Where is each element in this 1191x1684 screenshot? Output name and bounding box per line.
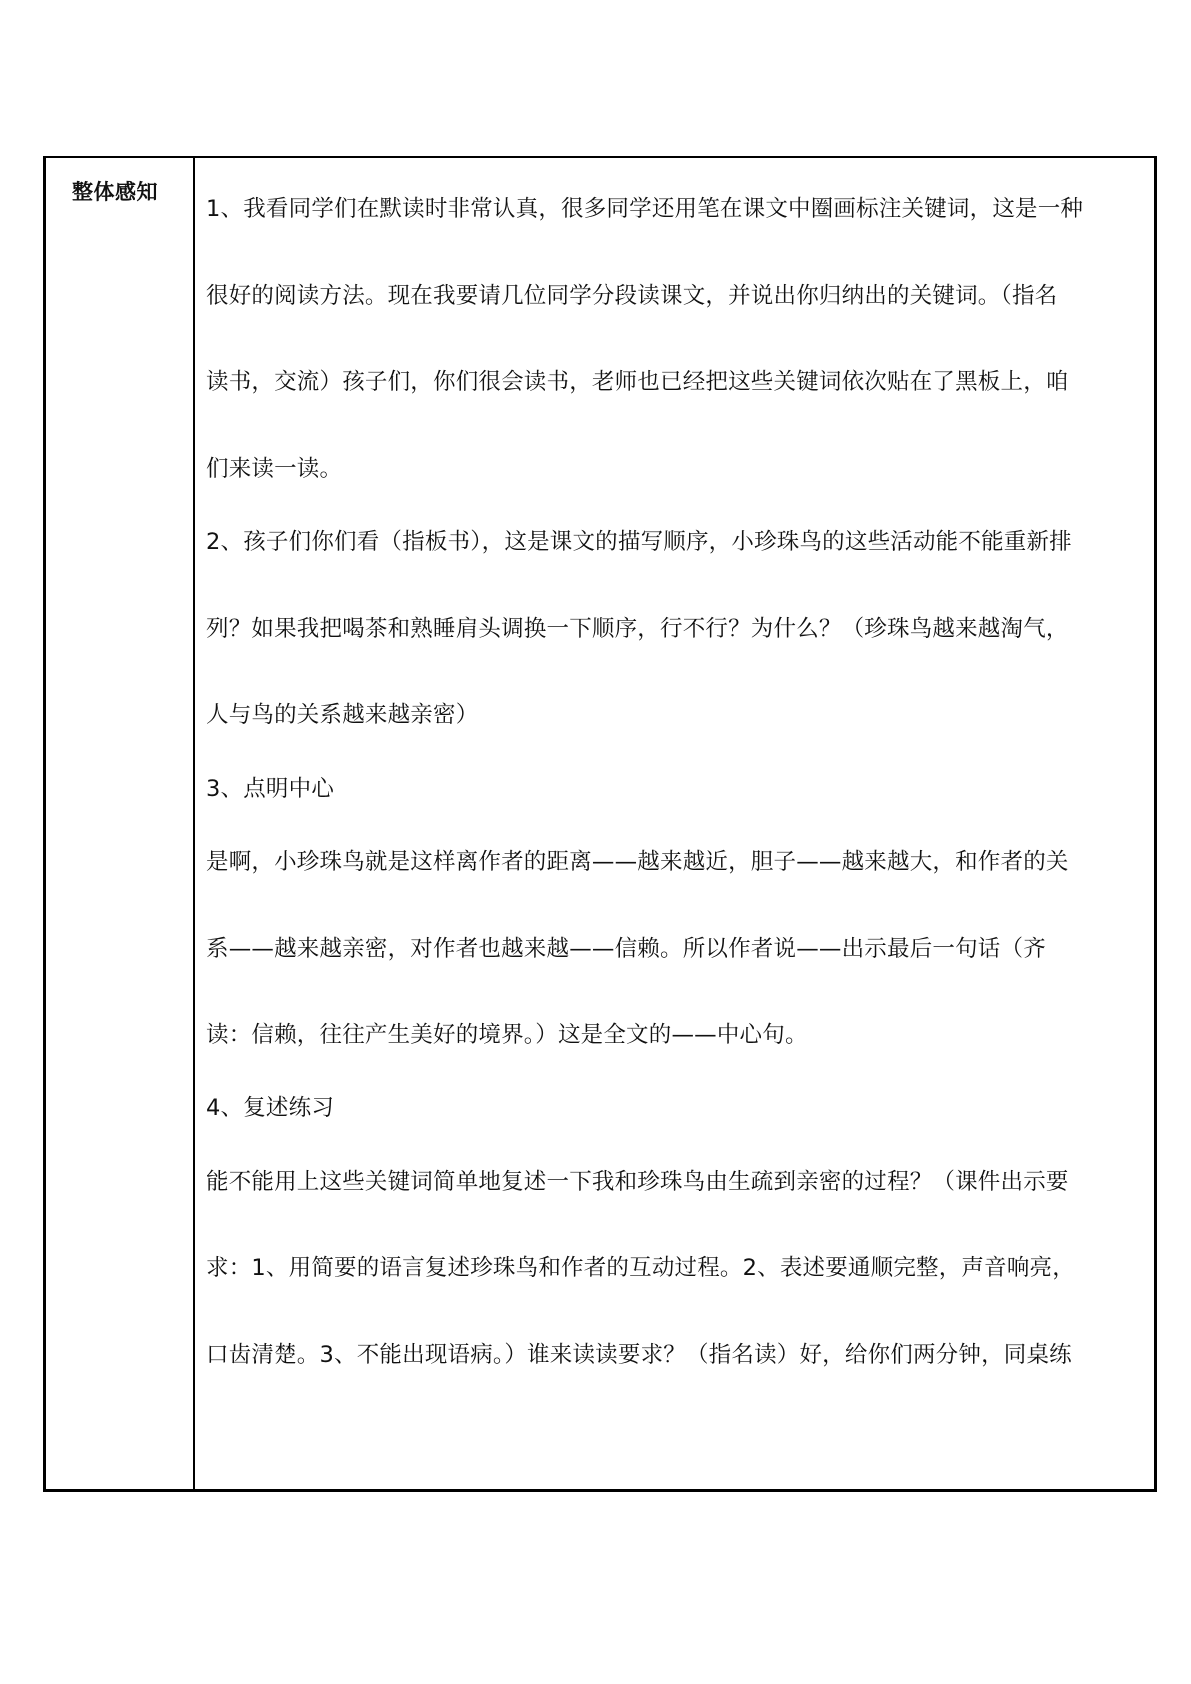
content-line: 3、点明中心 (206, 776, 335, 802)
lesson-plan-table (43, 156, 1157, 1492)
content-line: 能不能用上这些关键词简单地复述一下我和珍珠鸟由生疏到亲密的过程？（课件出示要 (206, 1169, 1069, 1195)
content-line: 读书，交流）孩子们，你们很会读书，老师也已经把这些关键词依次贴在了黑板上，咱 (206, 369, 1069, 395)
content-line: 4、复述练习 (206, 1095, 335, 1121)
content-line: 2、孩子们你们看（指板书），这是课文的描写顺序，小珍珠鸟的这些活动能不能重新排 (206, 529, 1072, 555)
column-divider (193, 158, 195, 1489)
content-line: 读：信赖，往往产生美好的境界。）这是全文的——中心句。 (206, 1022, 808, 1048)
section-content-cell (206, 158, 1191, 1489)
section-label: 整体感知 (72, 180, 158, 204)
content-line: 系——越来越亲密，对作者也越来越——信赖。所以作者说——出示最后一句话（齐 (206, 936, 1046, 962)
content-line: 1、我看同学们在默读时非常认真，很多同学还用笔在课文中圈画标注关键词，这是一种 (206, 196, 1084, 222)
content-line: 很好的阅读方法。现在我要请几位同学分段读课文，并说出你归纳出的关键词。（指名 (206, 283, 1058, 309)
content-line: 口齿清楚。3、不能出现语病。）谁来读读要求？（指名读）好，给你们两分钟，同桌练 (206, 1342, 1072, 1368)
content-line: 人与鸟的关系越来越亲密） (206, 702, 479, 728)
content-line: 列？如果我把喝茶和熟睡肩头调换一下顺序，行不行？为什么？（珍珠鸟越来越淘气， (206, 616, 1069, 642)
content-line: 们来读一读。 (206, 456, 343, 482)
content-line: 是啊，小珍珠鸟就是这样离作者的距离——越来越近，胆子——越来越大，和作者的关 (206, 849, 1069, 875)
section-label-cell (46, 158, 193, 1489)
content-line: 求：1、用简要的语言复述珍珠鸟和作者的互动过程。2、表述要通顺完整，声音响亮， (206, 1255, 1075, 1281)
